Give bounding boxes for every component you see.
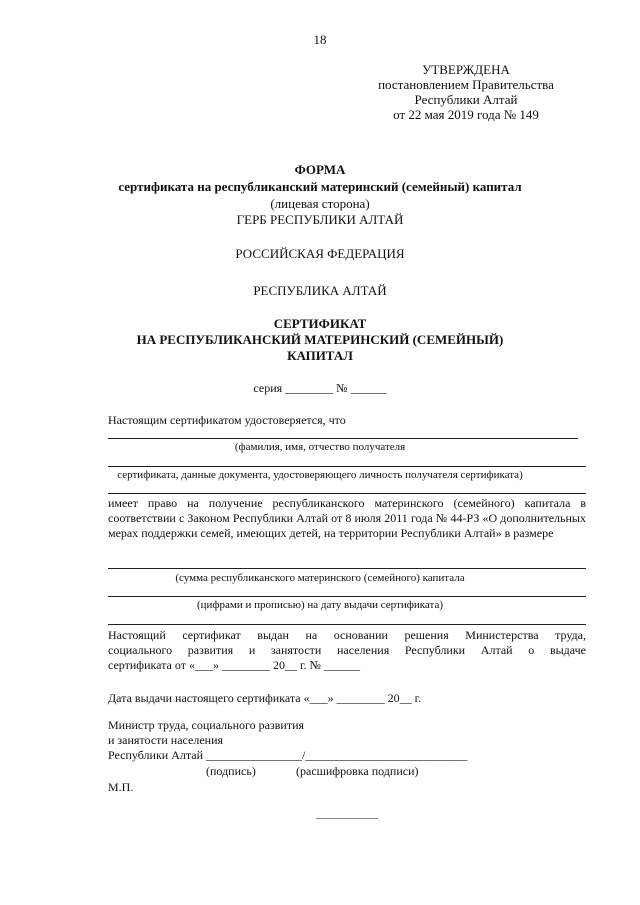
signature-caption: (подпись) [206, 764, 256, 778]
series-number-line: серия ________ № ______ [253, 381, 387, 395]
amount-line-3 [108, 624, 586, 625]
footer-rule [316, 818, 378, 819]
amount-caption-2: (цифрами и прописью) на дату выдачи сертификата) [196, 599, 443, 611]
issued-basis-line-3: сертификата от «___» ________ 20__ г. № ______ [108, 658, 360, 672]
seal-place: М.П. [108, 780, 134, 794]
issue-date-line: Дата выдачи настоящего сертификата «___» ________ 20__ г. [108, 691, 422, 705]
recipient-caption-2: сертификата, данные документа, удостоверяющего личность получателя сертификата) [117, 469, 523, 481]
form-title: ФОРМА [294, 162, 346, 177]
country-name: РОССИЙСКАЯ ФЕДЕРАЦИЯ [235, 246, 405, 261]
amount-line-2 [108, 596, 586, 597]
minister-signature-line: Республики Алтай ________________/___________________________ [108, 748, 468, 762]
form-side: (лицевая сторона) [270, 196, 370, 211]
approval-block [356, 62, 576, 122]
entitlement-paragraph: имеет право на получение республиканского материнского (семейного) капитала в соответствии с Законом Республики Алтай от 8 июля 2011 года № 44-РЗ «О дополнительных мерах поддержки семей, имеющих детей, на территории Республики Алтай» в размере [108, 496, 586, 540]
page-number: 18 [313, 32, 327, 47]
certificate-title-line3: КАПИТАЛ [287, 348, 353, 363]
intro-text: Настоящим сертификатом удостоверяется, что [108, 413, 346, 427]
emblem-placeholder: ГЕРБ РЕСПУБЛИКИ АЛТАЙ [236, 212, 404, 227]
form-subtitle: сертификата на республиканский материнский (семейный) капитал [118, 179, 522, 194]
recipient-line-1 [108, 438, 578, 439]
region-name: РЕСПУБЛИКА АЛТАЙ [253, 283, 387, 298]
signature-decoding-caption: (расшифровка подписи) [296, 764, 419, 778]
issued-basis-line-1: Настоящий сертификат выдан на основании решения Министерства труда, [108, 628, 586, 642]
approval-region: Республики Алтай [414, 92, 518, 107]
amount-caption-1: (сумма республиканского материнского (семейного) капитала [175, 572, 465, 584]
certificate-title-line2: НА РЕСПУБЛИКАНСКИЙ МАТЕРИНСКИЙ (СЕМЕЙНЫЙ) [136, 332, 504, 347]
recipient-caption-1: (фамилия, имя, отчество получателя [234, 441, 406, 453]
minister-title-line-1: Министр труда, социального развития [108, 718, 305, 732]
amount-line-1 [108, 568, 586, 569]
recipient-line-3 [108, 493, 586, 494]
approval-authority: постановлением Правительства [378, 77, 554, 92]
certificate-title: СЕРТИФИКАТ [273, 316, 367, 331]
approval-status: УТВЕРЖДЕНА [422, 62, 510, 77]
issued-basis-line-2: социального развития и занятости населения Республики Алтай о выдаче [108, 643, 586, 657]
minister-title-line-2: и занятости населения [108, 733, 224, 747]
approval-date: от 22 мая 2019 года № 149 [393, 107, 539, 122]
recipient-line-2 [108, 466, 586, 467]
